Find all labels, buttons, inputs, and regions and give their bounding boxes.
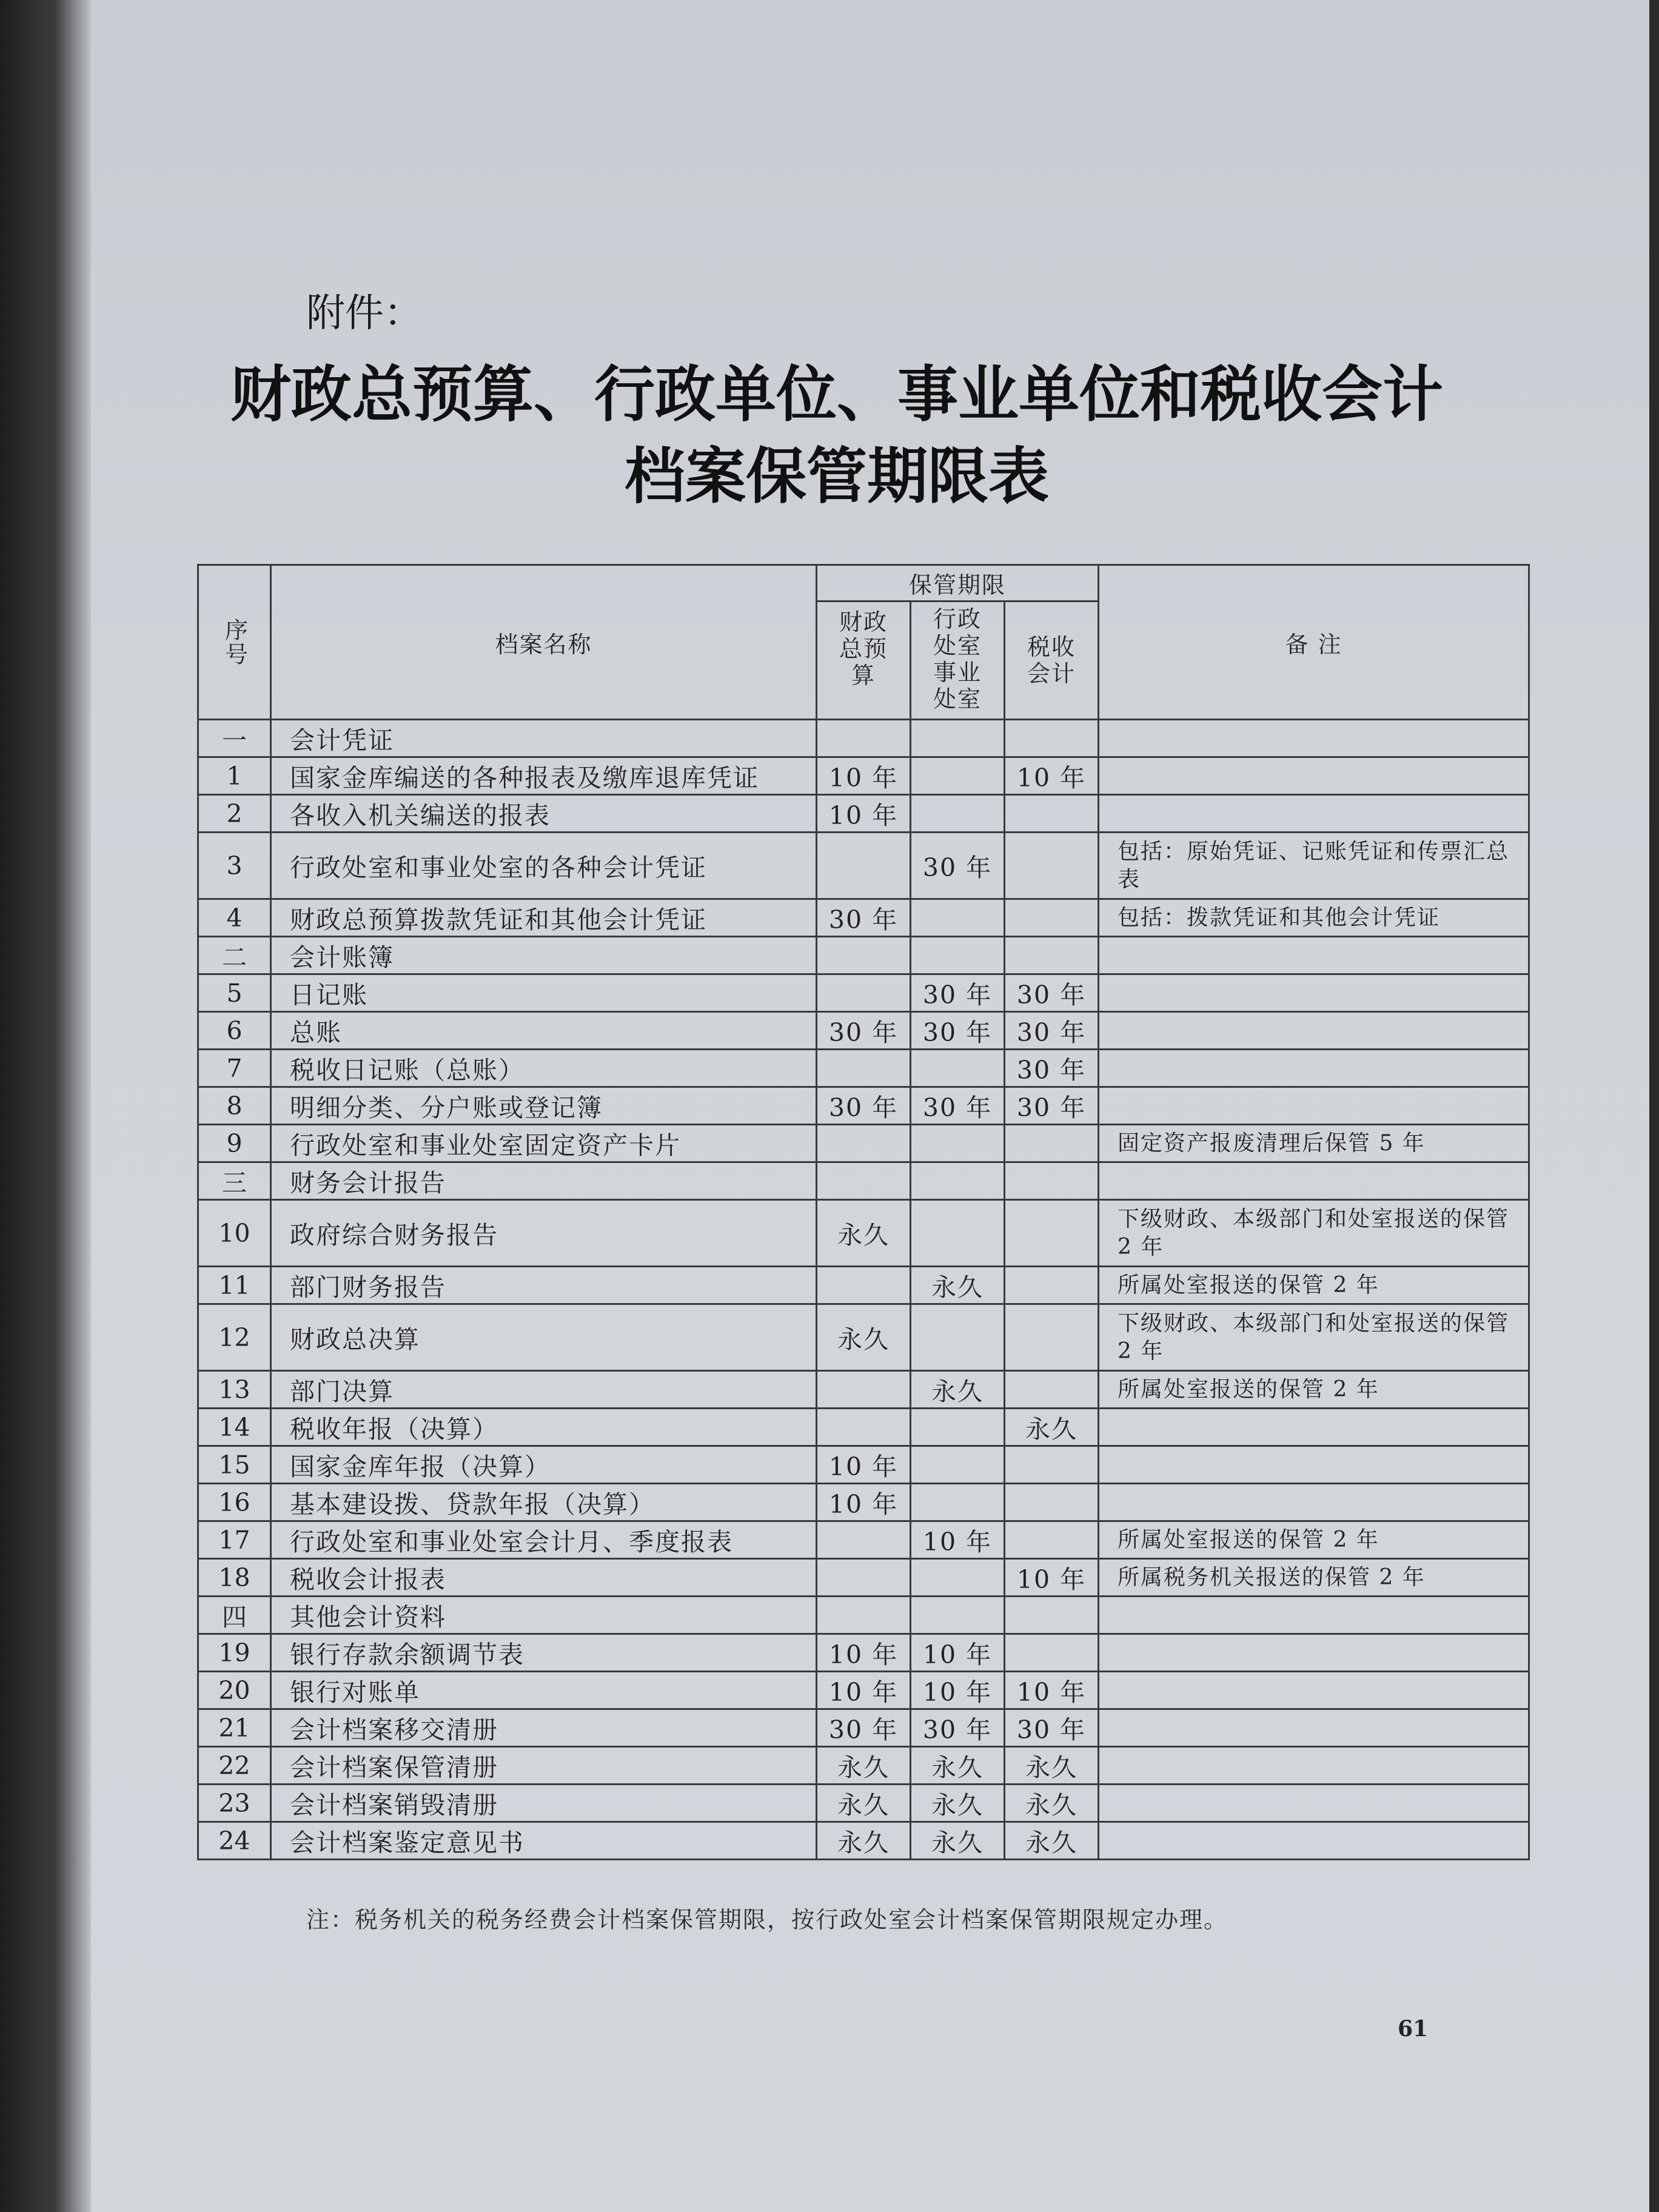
row-name: 日记账 <box>271 974 817 1012</box>
row-admin-period <box>911 795 1005 833</box>
row-budget-period <box>817 1409 911 1446</box>
row-budget-period: 30 年 <box>817 899 911 937</box>
row-budget-period <box>817 1267 911 1304</box>
row-tax-period: 30 年 <box>1005 1709 1099 1747</box>
row-tax-period <box>1005 899 1099 937</box>
row-note <box>1099 1162 1529 1200</box>
row-tax-period <box>1005 937 1099 974</box>
attachment-label: 附件： <box>306 291 423 336</box>
row-tax-period <box>1005 1125 1099 1162</box>
row-name: 各收入机关编送的报表 <box>271 795 817 833</box>
row-no: 3 <box>198 833 271 899</box>
row-budget-period <box>817 1559 911 1597</box>
row-name: 其他会计资料 <box>271 1597 817 1634</box>
row-name: 明细分类、分户账或登记簿 <box>271 1087 817 1125</box>
row-no: 四 <box>198 1597 271 1634</box>
row-no: 23 <box>198 1785 271 1822</box>
row-name: 税收年报（决算） <box>271 1409 817 1446</box>
table-row <box>198 757 1529 795</box>
header-tax: 税收 会计 <box>1005 602 1099 720</box>
row-name: 会计档案移交清册 <box>271 1709 817 1747</box>
row-name: 基本建设拨、贷款年报（决算） <box>271 1484 817 1521</box>
row-tax-period: 永久 <box>1005 1747 1099 1785</box>
row-name: 政府综合财务报告 <box>271 1200 817 1267</box>
row-no: 二 <box>198 937 271 974</box>
page-number: 61 <box>1398 2016 1429 2042</box>
row-budget-period <box>817 1371 911 1409</box>
row-note: 下级财政、本级部门和处室报送的保管 2 年 <box>1099 1304 1529 1371</box>
row-name: 财政总预算拨款凭证和其他会计凭证 <box>271 899 817 937</box>
row-note: 所属处室报送的保管 2 年 <box>1099 1371 1529 1409</box>
row-admin-period <box>911 1050 1005 1087</box>
row-note <box>1099 1747 1529 1785</box>
row-admin-period <box>911 757 1005 795</box>
row-tax-period <box>1005 1484 1099 1521</box>
row-no: 13 <box>198 1371 271 1409</box>
row-budget-period: 10 年 <box>817 1672 911 1709</box>
row-tax-period <box>1005 795 1099 833</box>
table-row <box>198 1304 1529 1371</box>
row-name: 银行存款余额调节表 <box>271 1634 817 1672</box>
row-admin-period <box>911 1409 1005 1446</box>
header-name: 档案名称 <box>271 565 817 720</box>
row-tax-period <box>1005 1304 1099 1371</box>
row-note: 包括：拨款凭证和其他会计凭证 <box>1099 899 1529 937</box>
table-row <box>198 1822 1529 1860</box>
table-row <box>198 1012 1529 1050</box>
table-row <box>198 1597 1529 1634</box>
row-no: 2 <box>198 795 271 833</box>
row-no: 一 <box>198 720 271 757</box>
row-note: 下级财政、本级部门和处室报送的保管 2 年 <box>1099 1200 1529 1267</box>
row-admin-period: 永久 <box>911 1371 1005 1409</box>
row-note: 包括：原始凭证、记账凭证和传票汇总表 <box>1099 833 1529 899</box>
row-note: 所属税务机关报送的保管 2 年 <box>1099 1559 1529 1597</box>
row-admin-period: 30 年 <box>911 833 1005 899</box>
row-note <box>1099 1785 1529 1822</box>
row-tax-period: 10 年 <box>1005 1672 1099 1709</box>
row-budget-period: 30 年 <box>817 1709 911 1747</box>
row-name: 国家金库年报（决算） <box>271 1446 817 1484</box>
row-name: 会计档案鉴定意见书 <box>271 1822 817 1860</box>
table-row <box>198 795 1529 833</box>
row-no: 11 <box>198 1267 271 1304</box>
row-admin-period <box>911 899 1005 937</box>
row-name: 会计档案保管清册 <box>271 1747 817 1785</box>
table-row <box>198 1785 1529 1822</box>
table-row <box>198 1409 1529 1446</box>
table-row <box>198 1559 1529 1597</box>
row-note <box>1099 1446 1529 1484</box>
row-name: 行政处室和事业处室的各种会计凭证 <box>271 833 817 899</box>
row-tax-period <box>1005 1634 1099 1672</box>
row-no: 6 <box>198 1012 271 1050</box>
page-title-line-1: 财政总预算、行政单位、事业单位和税收会计 <box>230 359 1443 430</box>
header-no: 序号 <box>198 565 271 720</box>
table-row <box>198 1371 1529 1409</box>
row-name: 银行对账单 <box>271 1672 817 1709</box>
row-budget-period: 10 年 <box>817 1446 911 1484</box>
row-note <box>1099 1087 1529 1125</box>
row-note <box>1099 1672 1529 1709</box>
row-tax-period <box>1005 1162 1099 1200</box>
row-note <box>1099 1822 1529 1860</box>
row-name: 总账 <box>271 1012 817 1050</box>
header-admin: 行政处室事业处室 <box>911 602 1005 720</box>
row-no: 16 <box>198 1484 271 1521</box>
row-tax-period: 30 年 <box>1005 974 1099 1012</box>
row-no: 9 <box>198 1125 271 1162</box>
table-row <box>198 720 1529 757</box>
row-no: 21 <box>198 1709 271 1747</box>
row-budget-period: 10 年 <box>817 1634 911 1672</box>
row-admin-period <box>911 1200 1005 1267</box>
row-no: 7 <box>198 1050 271 1087</box>
row-no: 4 <box>198 899 271 937</box>
row-note <box>1099 795 1529 833</box>
row-note: 所属处室报送的保管 2 年 <box>1099 1267 1529 1304</box>
row-name: 行政处室和事业处室会计月、季度报表 <box>271 1521 817 1559</box>
row-admin-period <box>911 1597 1005 1634</box>
header-period: 保管期限 <box>817 565 1099 602</box>
row-no: 17 <box>198 1521 271 1559</box>
row-no: 24 <box>198 1822 271 1860</box>
row-no: 10 <box>198 1200 271 1267</box>
table-row <box>198 833 1529 899</box>
row-budget-period <box>817 974 911 1012</box>
row-admin-period <box>911 720 1005 757</box>
row-name: 税收会计报表 <box>271 1559 817 1597</box>
row-admin-period: 永久 <box>911 1267 1005 1304</box>
header-budget: 财政总预算 <box>817 602 911 720</box>
row-note <box>1099 1484 1529 1521</box>
row-budget-period <box>817 937 911 974</box>
row-name: 税收日记账（总账） <box>271 1050 817 1087</box>
row-note <box>1099 757 1529 795</box>
table-row <box>198 974 1529 1012</box>
header-note: 备 注 <box>1099 565 1529 720</box>
row-budget-period: 10 年 <box>817 795 911 833</box>
row-no: 20 <box>198 1672 271 1709</box>
row-tax-period <box>1005 1200 1099 1267</box>
row-no: 18 <box>198 1559 271 1597</box>
row-tax-period <box>1005 833 1099 899</box>
row-name: 行政处室和事业处室固定资产卡片 <box>271 1125 817 1162</box>
row-budget-period <box>817 1597 911 1634</box>
row-tax-period: 永久 <box>1005 1409 1099 1446</box>
row-note <box>1099 720 1529 757</box>
row-name: 部门决算 <box>271 1371 817 1409</box>
row-admin-period: 30 年 <box>911 974 1005 1012</box>
row-admin-period <box>911 1484 1005 1521</box>
row-no: 19 <box>198 1634 271 1672</box>
row-budget-period <box>817 1125 911 1162</box>
table-row <box>198 1162 1529 1200</box>
row-tax-period <box>1005 1371 1099 1409</box>
row-name: 国家金库编送的各种报表及缴库退库凭证 <box>271 757 817 795</box>
row-tax-period: 30 年 <box>1005 1012 1099 1050</box>
row-note <box>1099 1634 1529 1672</box>
row-admin-period <box>911 1559 1005 1597</box>
row-note <box>1099 937 1529 974</box>
row-budget-period: 永久 <box>817 1785 911 1822</box>
table-row <box>198 1521 1529 1559</box>
table-row <box>198 1709 1529 1747</box>
row-budget-period: 30 年 <box>817 1012 911 1050</box>
row-no: 12 <box>198 1304 271 1371</box>
row-budget-period: 10 年 <box>817 1484 911 1521</box>
row-no: 三 <box>198 1162 271 1200</box>
table-footnote: 注：税务机关的税务经费会计档案保管期限，按行政处室会计档案保管期限规定办理。 <box>306 1906 1228 1933</box>
row-note <box>1099 974 1529 1012</box>
row-admin-period: 30 年 <box>911 1087 1005 1125</box>
table-row <box>198 1050 1529 1087</box>
row-admin-period <box>911 937 1005 974</box>
row-note <box>1099 1012 1529 1050</box>
row-note <box>1099 1597 1529 1634</box>
row-admin-period: 永久 <box>911 1747 1005 1785</box>
row-tax-period: 10 年 <box>1005 1559 1099 1597</box>
row-admin-period <box>911 1446 1005 1484</box>
page-edge-shadow <box>0 0 91 2212</box>
row-tax-period: 永久 <box>1005 1785 1099 1822</box>
row-note <box>1099 1709 1529 1747</box>
row-name: 会计账簿 <box>271 937 817 974</box>
row-admin-period: 永久 <box>911 1785 1005 1822</box>
row-no: 8 <box>198 1087 271 1125</box>
row-admin-period: 10 年 <box>911 1521 1005 1559</box>
row-no: 5 <box>198 974 271 1012</box>
row-note: 固定资产报废清理后保管 5 年 <box>1099 1125 1529 1162</box>
row-admin-period: 10 年 <box>911 1672 1005 1709</box>
row-budget-period: 永久 <box>817 1747 911 1785</box>
row-tax-period <box>1005 720 1099 757</box>
table-row <box>198 1446 1529 1484</box>
row-admin-period: 30 年 <box>911 1012 1005 1050</box>
table-row <box>198 899 1529 937</box>
row-budget-period <box>817 1050 911 1087</box>
row-tax-period: 10 年 <box>1005 757 1099 795</box>
row-note <box>1099 1050 1529 1087</box>
row-admin-period <box>911 1304 1005 1371</box>
table-row <box>198 1747 1529 1785</box>
row-budget-period <box>817 1521 911 1559</box>
row-budget-period: 10 年 <box>817 757 911 795</box>
row-note: 所属处室报送的保管 2 年 <box>1099 1521 1529 1559</box>
row-admin-period: 10 年 <box>911 1634 1005 1672</box>
row-tax-period <box>1005 1446 1099 1484</box>
row-budget-period: 永久 <box>817 1200 911 1267</box>
row-budget-period: 永久 <box>817 1822 911 1860</box>
row-budget-period: 30 年 <box>817 1087 911 1125</box>
row-admin-period: 30 年 <box>911 1709 1005 1747</box>
row-budget-period <box>817 1162 911 1200</box>
table-row <box>198 1200 1529 1267</box>
row-no: 1 <box>198 757 271 795</box>
row-no: 14 <box>198 1409 271 1446</box>
row-tax-period <box>1005 1597 1099 1634</box>
row-budget-period <box>817 720 911 757</box>
row-note <box>1099 1409 1529 1446</box>
table-row <box>198 1087 1529 1125</box>
row-admin-period: 永久 <box>911 1822 1005 1860</box>
row-name: 财务会计报告 <box>271 1162 817 1200</box>
table-row <box>198 1267 1529 1304</box>
table-row <box>198 1672 1529 1709</box>
row-no: 15 <box>198 1446 271 1484</box>
row-name: 会计档案销毁清册 <box>271 1785 817 1822</box>
row-tax-period <box>1005 1521 1099 1559</box>
table-row <box>198 1125 1529 1162</box>
row-budget-period: 永久 <box>817 1304 911 1371</box>
row-budget-period <box>817 833 911 899</box>
table-row <box>198 1484 1529 1521</box>
retention-table <box>197 564 1530 1860</box>
row-admin-period <box>911 1125 1005 1162</box>
table-row <box>198 1634 1529 1672</box>
page-title-line-2: 档案保管期限表 <box>625 441 1049 512</box>
row-admin-period <box>911 1162 1005 1200</box>
row-name: 部门财务报告 <box>271 1267 817 1304</box>
row-tax-period: 永久 <box>1005 1822 1099 1860</box>
row-tax-period <box>1005 1267 1099 1304</box>
table-row <box>198 937 1529 974</box>
row-no: 22 <box>198 1747 271 1785</box>
row-name: 会计凭证 <box>271 720 817 757</box>
row-name: 财政总决算 <box>271 1304 817 1371</box>
row-tax-period: 30 年 <box>1005 1087 1099 1125</box>
row-tax-period: 30 年 <box>1005 1050 1099 1087</box>
